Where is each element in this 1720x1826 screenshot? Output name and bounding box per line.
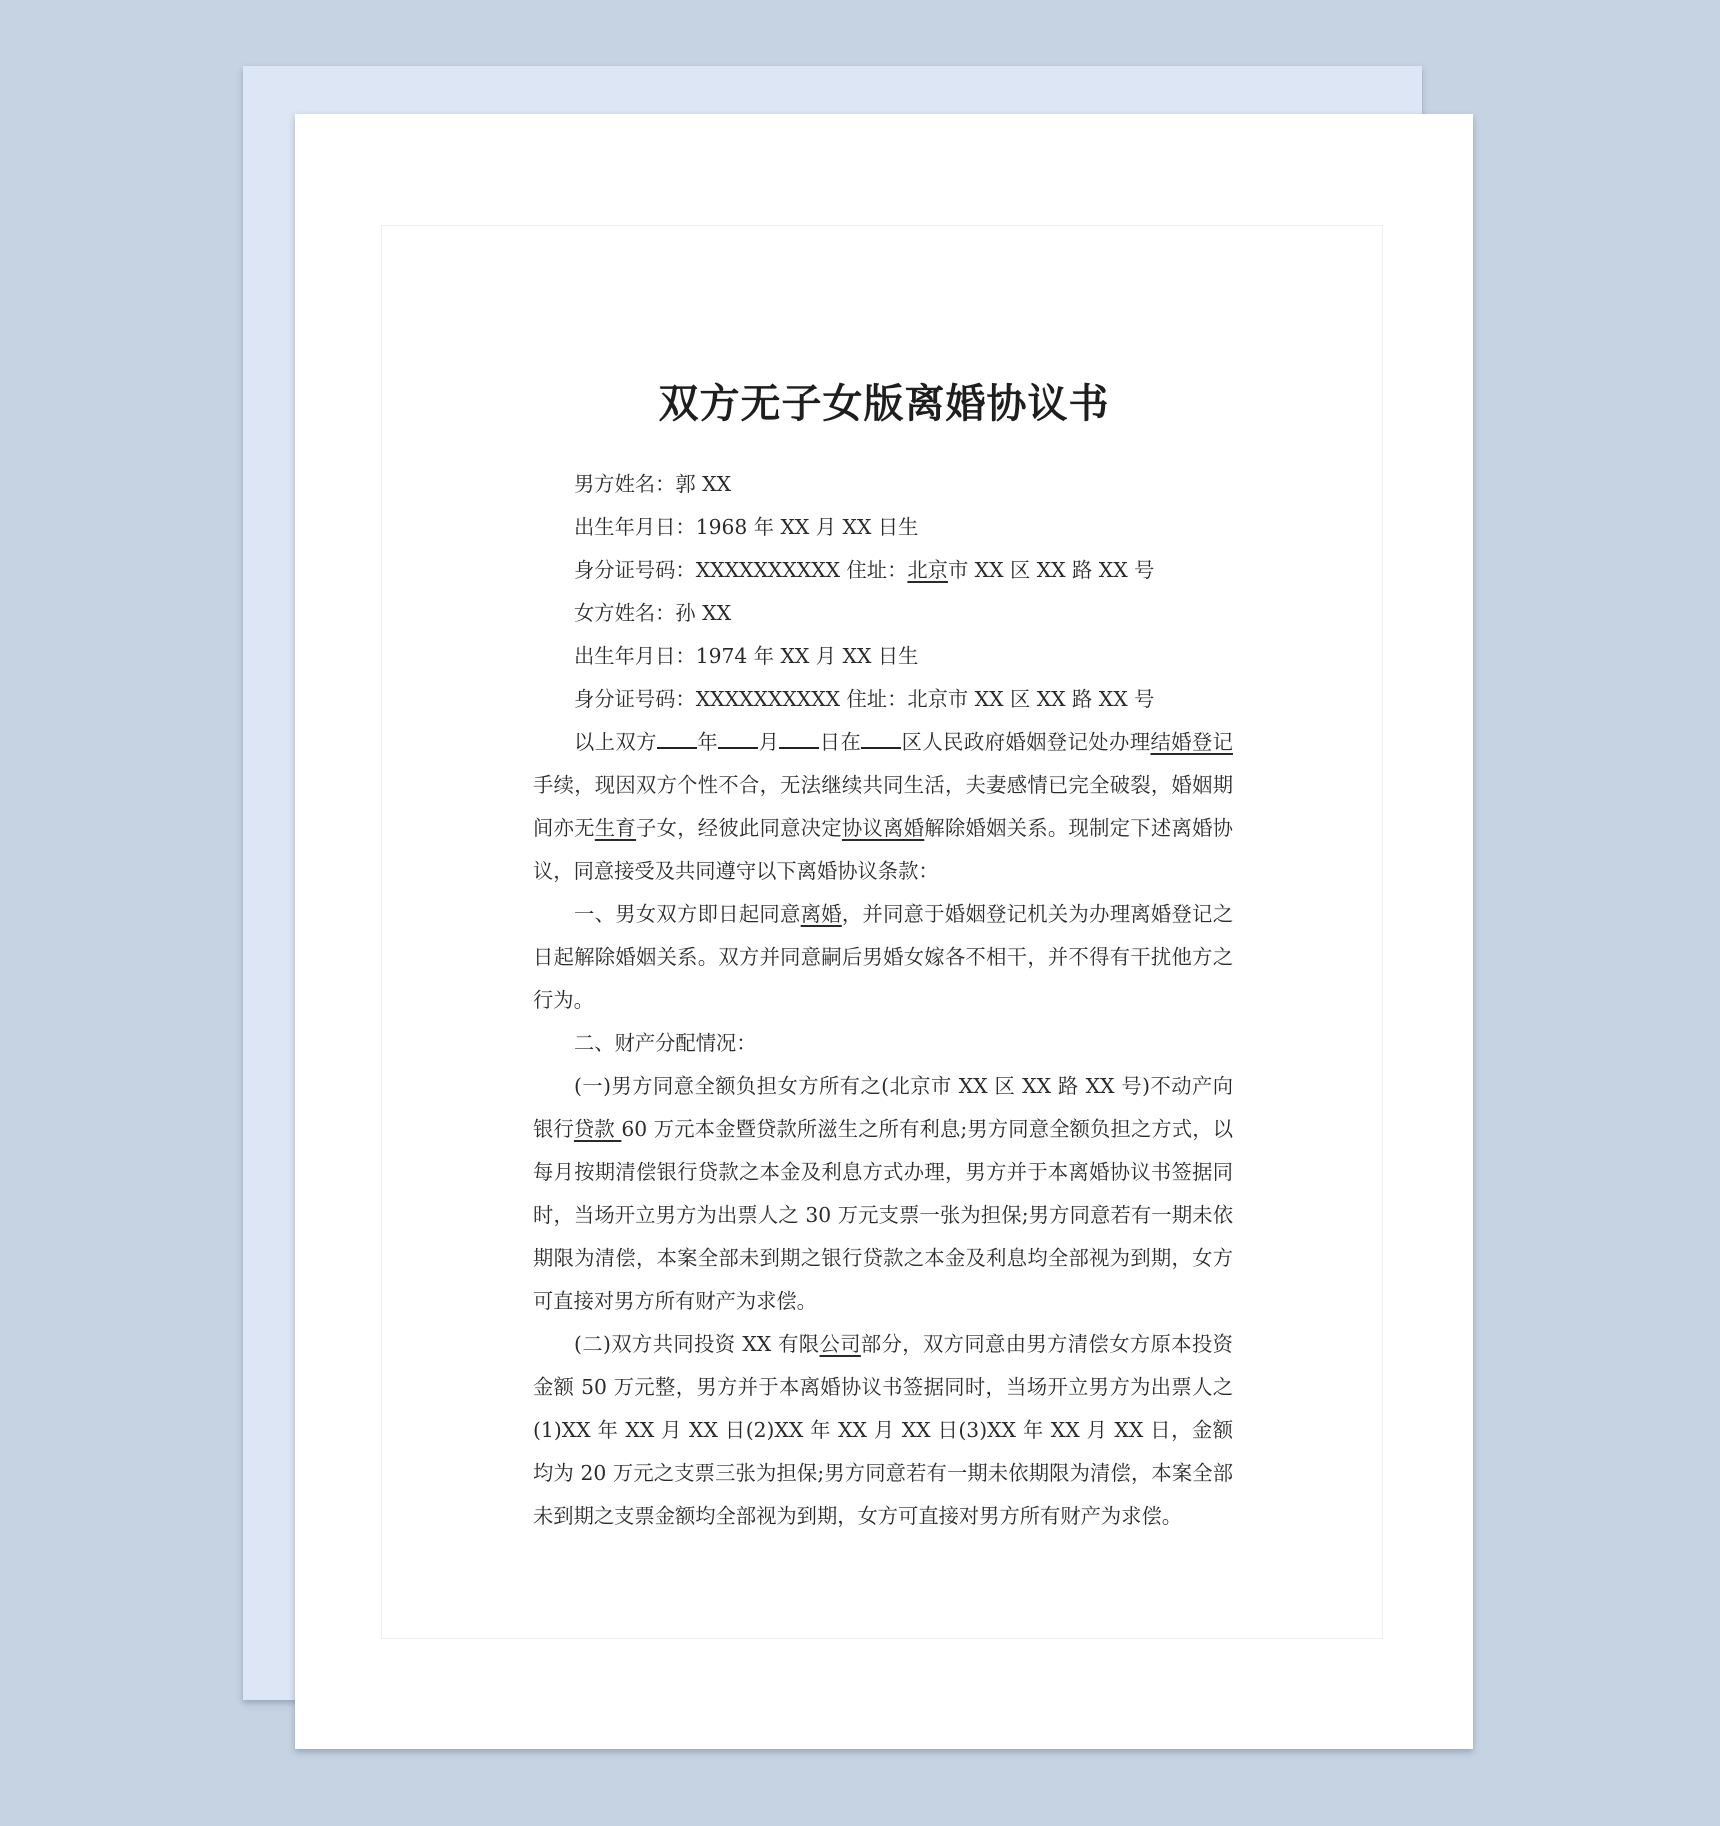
underlined-link: 公司 — [819, 1332, 861, 1356]
underlined-link: 协议离婚 — [841, 816, 925, 840]
text: 部分，双方同意由男方清偿女方原本投资金额 50 万元整，男方并于本离婚协议书签据同时，当场开立男方为出票人之(1)XX 年 XX 月 XX 日(2)XX 年 XX 月 XX 日(3)XX 年 XX 月 XX 日，金额均为 20 万元之支票三张为担保;男方同意若有一期未依期限为清偿，本案全部未到期之支票金额均全部视为到期，女方可直接对男方所有财产为求偿。 — [533, 1332, 1233, 1528]
text: 解除婚姻关系。现制定下述离婚协议，同意接受及共同遵守以下离婚协议条款： — [533, 816, 1233, 883]
male-birth: 出生年月日：1968 年 XX 月 XX 日生 — [574, 515, 919, 539]
text: 市 XX 区 XX 路 XX 号 — [947, 558, 1155, 582]
clause-1 — [533, 893, 1233, 1022]
text: 区人民政府婚姻登记处办理 — [901, 730, 1151, 754]
document-title: 双方无子女版离婚协议书 — [658, 380, 1110, 427]
underlined-link: 贷款 — [573, 1117, 622, 1141]
female-birth: 出生年月日：1974 年 XX 月 XX 日生 — [574, 644, 919, 668]
clause-2-heading: 二、财产分配情况： — [574, 1031, 757, 1055]
underlined-link: 北京 — [907, 558, 948, 582]
document-body — [533, 463, 1233, 1538]
text: (一)男方同意全额负担女方所有之(北京市 XX 区 XX 路 XX 号)不动产向银行 — [533, 1074, 1233, 1141]
male-id-address — [533, 549, 1233, 592]
text: 年 — [696, 730, 719, 754]
underlined-link: 生育 — [594, 816, 636, 840]
female-id-address: 身分证号码：XXXXXXXXXX 住址：北京市 XX 区 XX 路 XX 号 — [574, 687, 1155, 711]
blank-field — [861, 729, 901, 749]
text: 以上双方 — [574, 730, 657, 754]
blank-field — [657, 729, 697, 749]
intro-paragraph — [533, 721, 1233, 893]
text: (二)双方共同投资 XX 有限 — [574, 1332, 820, 1356]
text: 60 万元本金暨贷款所滋生之所有利息;男方同意全额负担之方式，以每月按期清偿银行贷款之本金及利息方式办理，男方并于本离婚协议书签据同时，当场开立男方为出票人之 30 万元支票一张为担保;男方同意若有一期未依期限为清偿，本案全部未到期之银行贷款之本金及利息均全部视为到期，女方可直接对男方所有财产为求偿。 — [533, 1117, 1233, 1313]
female-name: 女方姓名：孙 XX — [574, 601, 732, 625]
text: ，并同意于婚姻登记机关为办理离婚登记之日起解除婚姻关系。双方并同意嗣后男婚女嫁各不相干，并不得有干扰他方之行为。 — [533, 902, 1233, 1012]
clause-2-1 — [533, 1065, 1233, 1323]
text: 子女，经彼此同意决定 — [636, 816, 842, 840]
underlined-link: 结婚登记 — [1150, 730, 1233, 754]
text: 月 — [758, 730, 780, 754]
document-page — [295, 114, 1473, 1749]
text: 身分证号码：XXXXXXXXXX 住址： — [574, 558, 908, 582]
text: 日在 — [819, 730, 862, 754]
text: 一、男女双方即日起同意 — [574, 902, 801, 926]
text: 手续，现因双方个性不合，无法继续共同生活，夫妻感情已完全破裂，婚姻期间亦无 — [533, 773, 1233, 840]
clause-2-2 — [533, 1323, 1233, 1538]
underlined-link: 离婚 — [800, 902, 842, 926]
blank-field — [718, 729, 758, 749]
blank-field — [779, 729, 819, 749]
male-name: 男方姓名：郭 XX — [574, 472, 732, 496]
